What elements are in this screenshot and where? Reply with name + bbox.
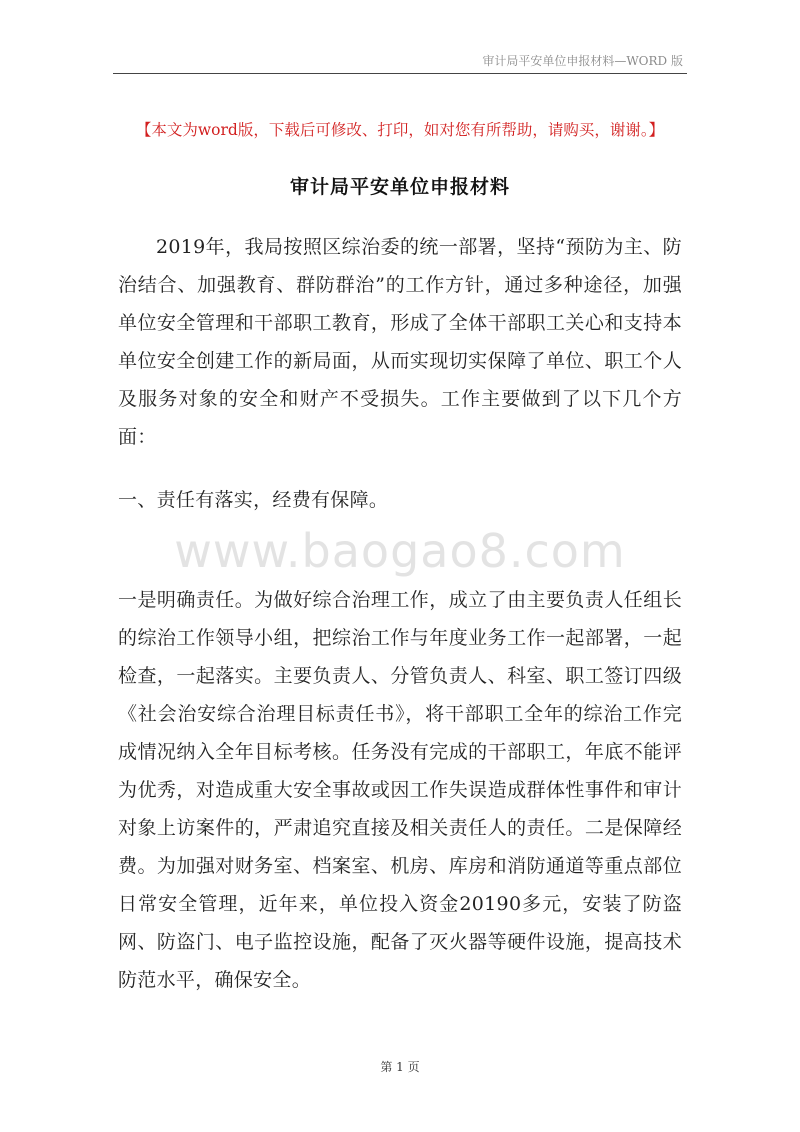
body-paragraph: 一是明确责任。为做好综合治理工作，成立了由主要负责人任组长的综治工作领导小组，把综治工作与年度业务工作一起部署，一起检查，一起落实。主要负责人、分管负责人、科室、职工签订四级《社会治安综合治理目标责任书》，将干部职工全年的综治工作完成情况纳入全年目标考核。任务没有完成的干部职工，年底不能评为优秀，对造成重大安全事故或因工作失误造成群体性事件和审计对象上访案件的，严肃追究直接及相关责任人的责任。二是保障经费。为加强对财务室、档案室、机房、库房和消防通道等重点部位日常安全管理，近年来，单位投入资金20190多元，安装了防盗网、防盗门、电子监控设施，配备了灭火器等硬件设施，提高技术防范水平，确保安全。: [118, 589, 682, 991]
document-title: 审计局平安单位申报材料: [289, 176, 510, 198]
section-heading: 一、责任有落实，经费有保障。: [118, 489, 389, 511]
watermark: www.baogao8.com: [174, 524, 626, 578]
header-divider: [113, 73, 687, 74]
intro-paragraph: 2019年，我局按照区综治委的统一部署，坚持“预防为主、防治结合、加强教育、群防群治”的工作方针，通过多种途径，加强单位安全管理和干部职工教育，形成了全体干部职工关心和支持本单位安全创建工作的新局面，从而实现切实保障了单位、职工个人及服务对象的安全和财产不受损失。工作主要做到了以下几个方面：: [118, 236, 682, 448]
running-header: 审计局平安单位申报材料—WORD 版: [482, 54, 683, 68]
page-number: 第 1 页: [380, 1060, 420, 1074]
download-notice: 【本文为word版，下载后可修改、打印，如对您有所帮助，请购买，谢谢。】: [135, 121, 665, 139]
